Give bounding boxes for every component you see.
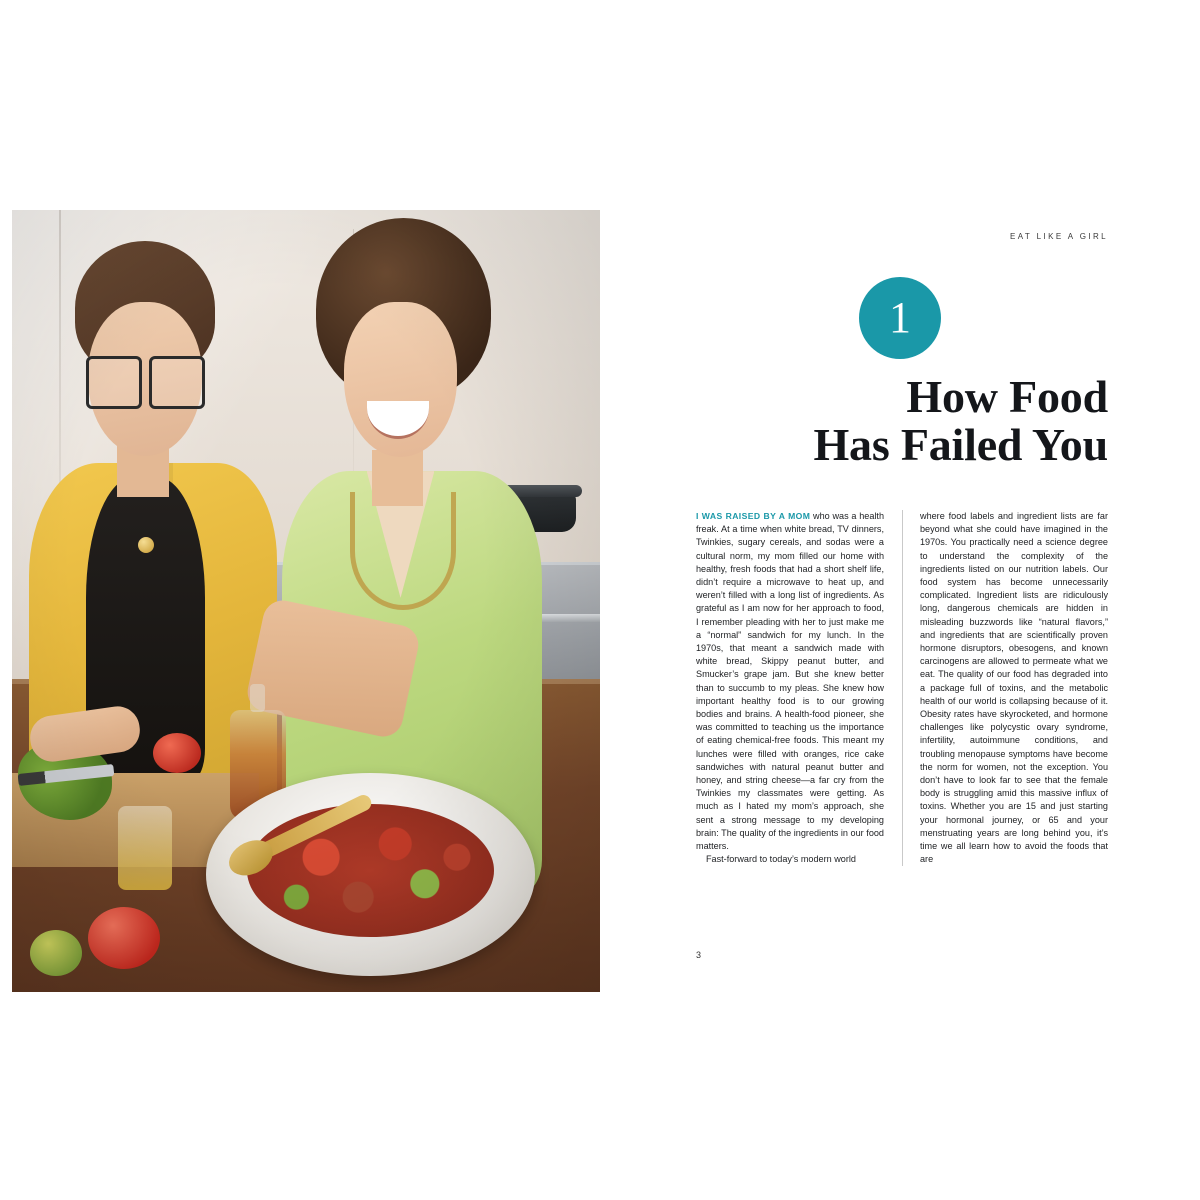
body-paragraph-1-text: who was a health freak. At a time when white bread, TV dinners, Twinkies, sugary cereals, and sodas were a cultural norm, my mom filled our home with healthy, fresh foods that had a short shelf life, didn’t require a microwave to heat up, and weren’t filled with a long list of ingredients. As grateful as I am now for her approach to food, I remember pleading with her to just make me a “normal” sandwich for my lunch. In the 1970s, that meant a sandwich made with white bread, Skippy peanut butter, and Smucker’s grape jam. But she knew better than to succumb to my pleas. She knew how important healthy food is to our growing bodies and brains. A health-food pioneer, she was committed to teaching us the importance of eating chemical-free foods. This meant my lunches were filled with oranges, rice cake sandwiches with natural peanut butter and honey, and string cheese—a far cry from the Twinkies my classmates were getting. As much as I hated my mom’s approach, she sent a strong message to my developing brain: The quality of the ingredients in our food matters. bbox=[696, 511, 884, 852]
body-paragraph-1 bbox=[696, 510, 884, 853]
body-column-right bbox=[902, 510, 1108, 866]
body-column-left bbox=[696, 510, 884, 866]
page-number: 3 bbox=[696, 950, 702, 960]
heirloom-tomato-red bbox=[88, 907, 160, 969]
chapter-opening-page bbox=[640, 210, 1160, 992]
lead-in-text: I WAS RAISED BY A MOM bbox=[696, 511, 811, 521]
olive-oil-jar bbox=[118, 806, 172, 890]
beaded-necklace bbox=[350, 492, 456, 610]
sliced-tomato bbox=[153, 733, 201, 773]
page-title-line-2: Has Failed You bbox=[813, 419, 1108, 471]
page-title bbox=[640, 373, 1160, 470]
body-paragraph-2: Fast-forward to today’s modern world bbox=[706, 854, 856, 865]
chapter-badge-container bbox=[640, 277, 1160, 359]
chapter-number-badge: 1 bbox=[859, 277, 941, 359]
kitchen-scene-illustration bbox=[12, 210, 600, 992]
chapter-opener-photo bbox=[12, 210, 600, 992]
heirloom-tomato-green bbox=[30, 930, 82, 976]
eyeglasses-icon bbox=[86, 356, 205, 403]
running-head: EAT LIKE A GIRL bbox=[1010, 232, 1108, 241]
body-columns bbox=[696, 510, 1108, 866]
tomato-salad bbox=[247, 804, 494, 937]
page-title-line-1: How Food bbox=[906, 371, 1108, 422]
body-paragraph-3: where food labels and ingredient lists are far beyond what she could have imagined in the 1970s. You practically need a science degree to understand the complexity of the ingredients listed on our nutrition labels. Our food system has become unnecessarily complicated. Ingredient lists are ridiculously long, dangerous chemicals are hidden in misleading buzzwords like “natural flavors,” and ingredients that are scientifically proven hormone disruptors, obesogens, and known carcinogens are allowed to permeate what we eat. The quality of our food has degraded into a package full of toxins, and the metabolic health of our world is collapsing because of it. Obesity rates have skyrocketed, and hormone challenges like polycystic ovary syndrome, infertility, autoimmune conditions, and troubling menopause symptoms have become the norm for women, not the exception. You don’t have to look far to see that the female body is struggling amid this massive influx of toxins. Whether you are 15 and just starting your hormonal journey, or 65 and your menstruating years are long behind you, it’s time we all learn how to avoid the foods that are bbox=[920, 511, 1108, 865]
pendant-necklace bbox=[138, 537, 154, 553]
